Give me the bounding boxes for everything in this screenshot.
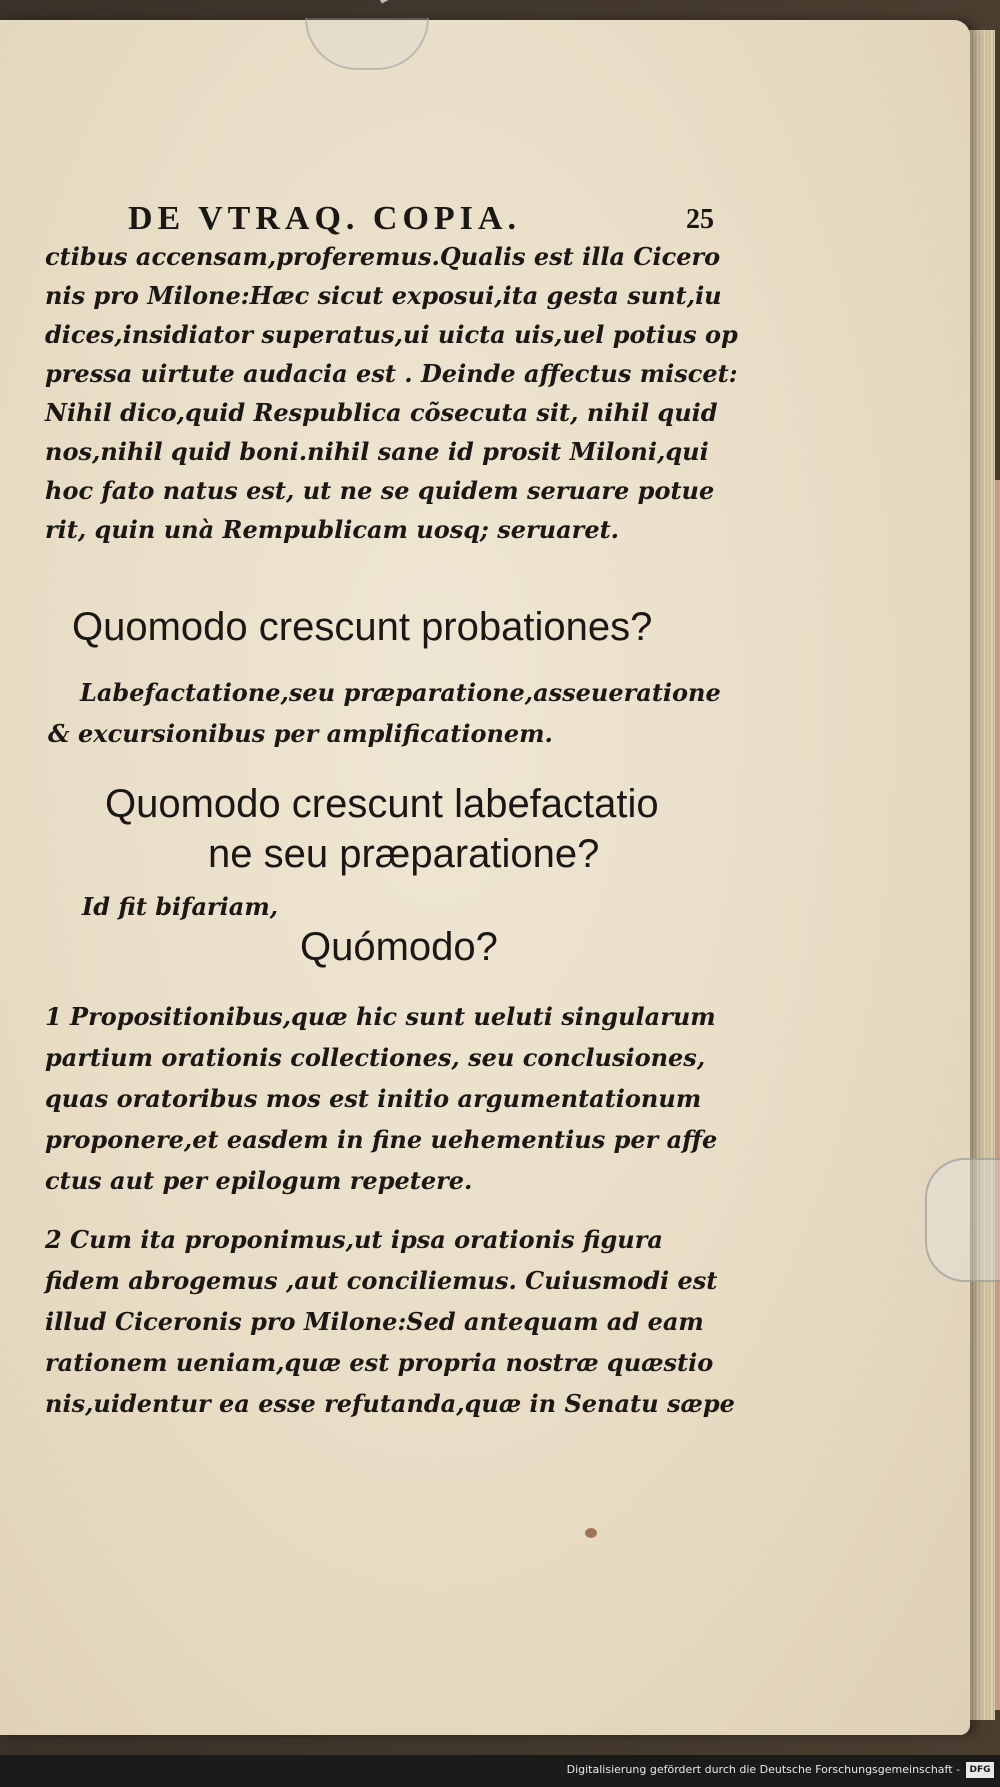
page-number: 25 xyxy=(686,204,714,235)
question-heading: ne seu præparatione? xyxy=(208,832,600,876)
answer-line: & excursionibus per amplificationem. xyxy=(48,719,553,748)
text-line: nos,nihil quid boni.nihil sane id prosit Miloni,qui xyxy=(45,437,709,466)
text-line: ctibus accensam,proferemus.Qualis est illa Cicero xyxy=(45,242,721,271)
question-heading: Quómodo? xyxy=(300,925,498,969)
list-item-line: 2 Cum ita proponimus,ut ipsa orationis figura xyxy=(45,1225,663,1254)
list-item-line: partium orationis collectiones, seu conclusiones, xyxy=(45,1043,706,1072)
list-item-line: rationem ueniam,quæ est propria nostræ quæstio xyxy=(45,1348,714,1377)
footer-credit: Digitalisierung gefördert durch die Deutsche Forschungsgemeinschaft - xyxy=(566,1763,960,1776)
running-head: DE VTRAQ. COPIA. xyxy=(128,200,521,237)
list-item-line: 1 Propositionibus,quæ hic sunt ueluti singularum xyxy=(45,1002,716,1031)
list-item-line: quas oratoribus mos est initio argumentationum xyxy=(45,1084,702,1113)
list-item-line: fidem abrogemus ,aut conciliemus. Cuiusmodi est xyxy=(45,1266,718,1295)
list-item-line: proponere,et easdem in fine uehementius per affe xyxy=(45,1125,718,1154)
text-line: dices,insidiator superatus,ui uicta uis,uel potius op xyxy=(45,320,738,349)
answer-line: Labefactatione,seu præparatione,asseueratione xyxy=(80,678,721,707)
list-item-line: ctus aut per epilogum repetere. xyxy=(45,1166,473,1195)
text-line: Nihil dico,quid Respublica cõsecuta sit, nihil quid xyxy=(45,398,718,427)
question-heading: Quomodo crescunt labefactatio xyxy=(105,782,659,826)
list-item-line: nis,uidentur ea esse refutanda,quæ in Senatu sæpe xyxy=(45,1389,735,1418)
text-line: rit, quin unà Rempublicam uosq; seruaret. xyxy=(45,515,620,544)
list-item-line: illud Ciceronis pro Milone:Sed antequam ad eam xyxy=(45,1307,704,1336)
text-line: hoc fato natus est, ut ne se quidem seruare potue xyxy=(45,476,715,505)
text-line: nis pro Milone:Hæc sicut exposui,ita gesta sunt,iu xyxy=(45,281,722,310)
question-heading: Quomodo crescunt probationes? xyxy=(72,605,653,649)
paper-clip-right xyxy=(925,1158,1000,1282)
book-page xyxy=(0,20,970,1735)
answer-line: Id fit bifariam, xyxy=(82,892,279,921)
ink-spot xyxy=(585,1528,597,1538)
text-line: pressa uirtute audacia est . Deinde affectus miscet: xyxy=(45,359,738,388)
dfg-logo-icon: DFG xyxy=(966,1762,994,1778)
footer-bar xyxy=(0,1755,1000,1787)
